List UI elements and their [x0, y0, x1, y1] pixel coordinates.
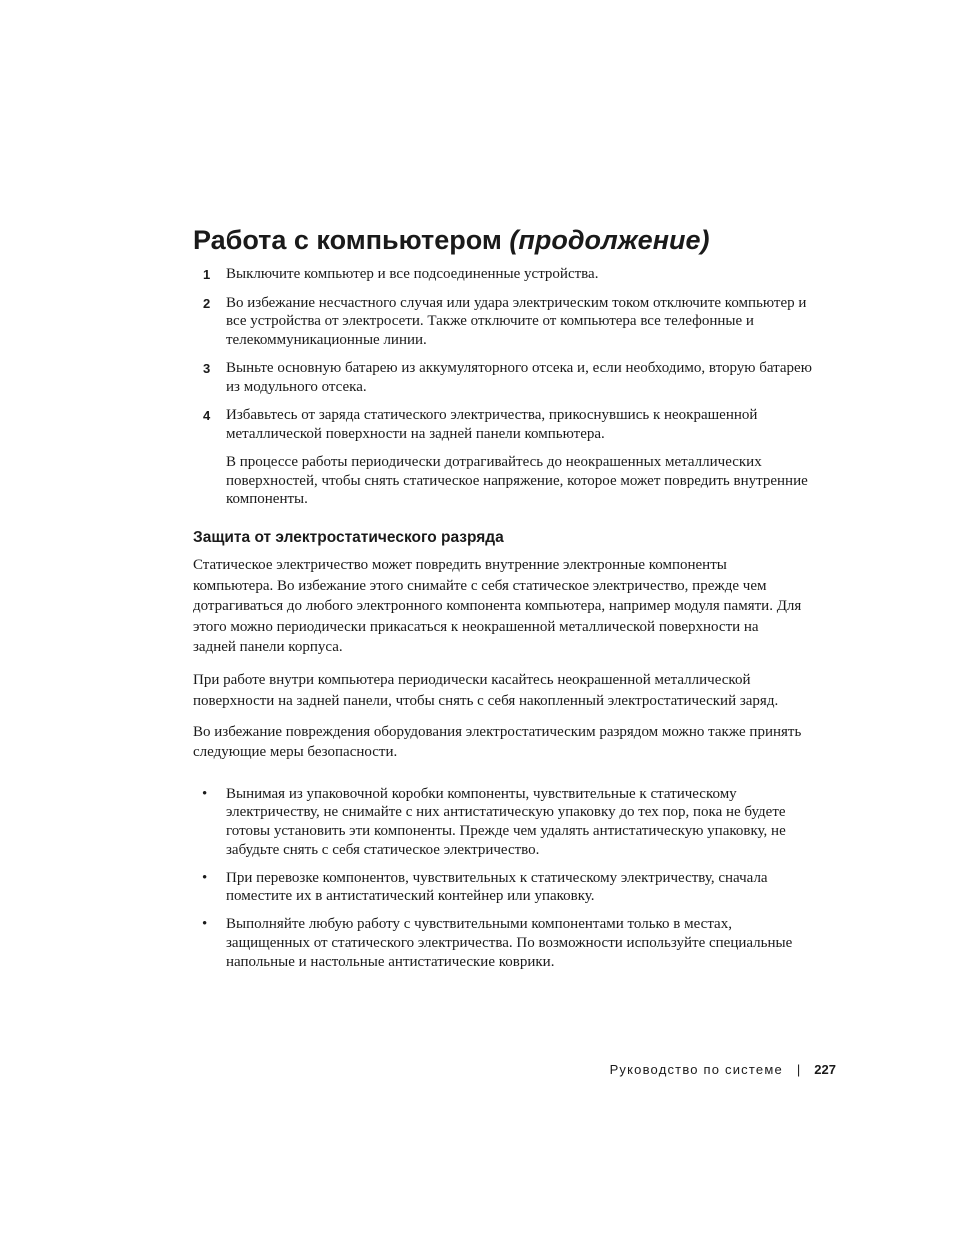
step-number: 3 [203, 361, 211, 376]
step-text: Выключите компьютер и все подсоединенные устройства. [226, 266, 599, 282]
step-note: В процессе работы периодически дотрагивайтесь до неокрашенных металлических поверхностей, чтобы снять статическое напряжение, которое может повредить внутренние компоненты. [226, 454, 808, 507]
bullet-marker: • [202, 785, 208, 802]
precaution-item [193, 915, 805, 971]
bullet-marker: • [202, 869, 208, 886]
footer-separator: | [796, 1062, 801, 1077]
step-text: Избавьтесь от заряда статического электричества, прикоснувшись к неокрашенной металлической поверхности на задней панели компьютера. [226, 407, 758, 442]
step-text: Выньте основную батарею из аккумуляторного отсека и, если необходимо, вторую батарею из модульного отсека. [226, 360, 812, 395]
section-paragraph: При работе внутри компьютера периодически касайтесь неокрашенной металлической поверхности на задней панели, чтобы снять с себя накопленный электростатический заряд. [193, 671, 779, 709]
section-body [193, 555, 805, 981]
step-item [193, 406, 813, 509]
page-title [193, 222, 873, 258]
footer-doc-title: Руководство по системе [609, 1062, 783, 1077]
precaution-text: Выполняйте любую работу с чувствительными компонентами только в местах, защищенных от статического электричества. По возможности используйте специальные напольные и настольные антистатические коврики. [226, 916, 793, 970]
page-number: 227 [814, 1062, 836, 1077]
step-item [193, 359, 813, 396]
step-text: Во избежание несчастного случая или удара электрическим током отключите компьютер и все устройства от электросети. Также отключите от компьютера все телефонные и телекоммуникационные линии. [226, 294, 807, 348]
step-item [193, 265, 813, 284]
precaution-item [193, 869, 805, 907]
steps-list [193, 265, 813, 519]
page-title-continued: (продолжение) [509, 225, 710, 255]
section-heading: Защита от электростатического разряда [193, 529, 504, 546]
step-number: 2 [203, 295, 211, 311]
precaution-text: Вынимая из упаковочной коробки компоненты, чувствительные к статическому электричеству, не снимайте с них антистатическую упаковку до тех пор, пока не будете готовы установить эти компоненты. Прежде чем удалять антистатическую упаковку, не забудьте снять с себя статическое электричество. [226, 785, 786, 858]
section-paragraph: Во избежание повреждения оборудования электростатическим разрядом можно также принять следующие меры безопасности. [193, 723, 802, 760]
precaution-text: При перевозке компонентов, чувствительных к статическому электричеству, сначала поместите их в антистатический контейнер или упаковку. [226, 869, 768, 905]
step-item [193, 294, 813, 350]
bullet-marker: • [202, 916, 208, 933]
page-title-main: Работа с компьютером [193, 225, 502, 255]
precaution-item [193, 785, 805, 860]
precautions-list [193, 785, 805, 972]
section-paragraph: Статическое электричество может повредить внутренние электронные компоненты компьютера. Во избежание этого снимайте с себя статическое электричество, прежде чем дотрагиваться до любого электронного компонента компьютера, например модуля памяти. Для этого можно периодически прикасаться к неокрашенной металлической поверхности на задней панели корпуса. [193, 557, 802, 655]
step-number: 4 [203, 408, 211, 423]
step-number: 1 [203, 267, 211, 282]
page-footer [610, 1061, 836, 1079]
